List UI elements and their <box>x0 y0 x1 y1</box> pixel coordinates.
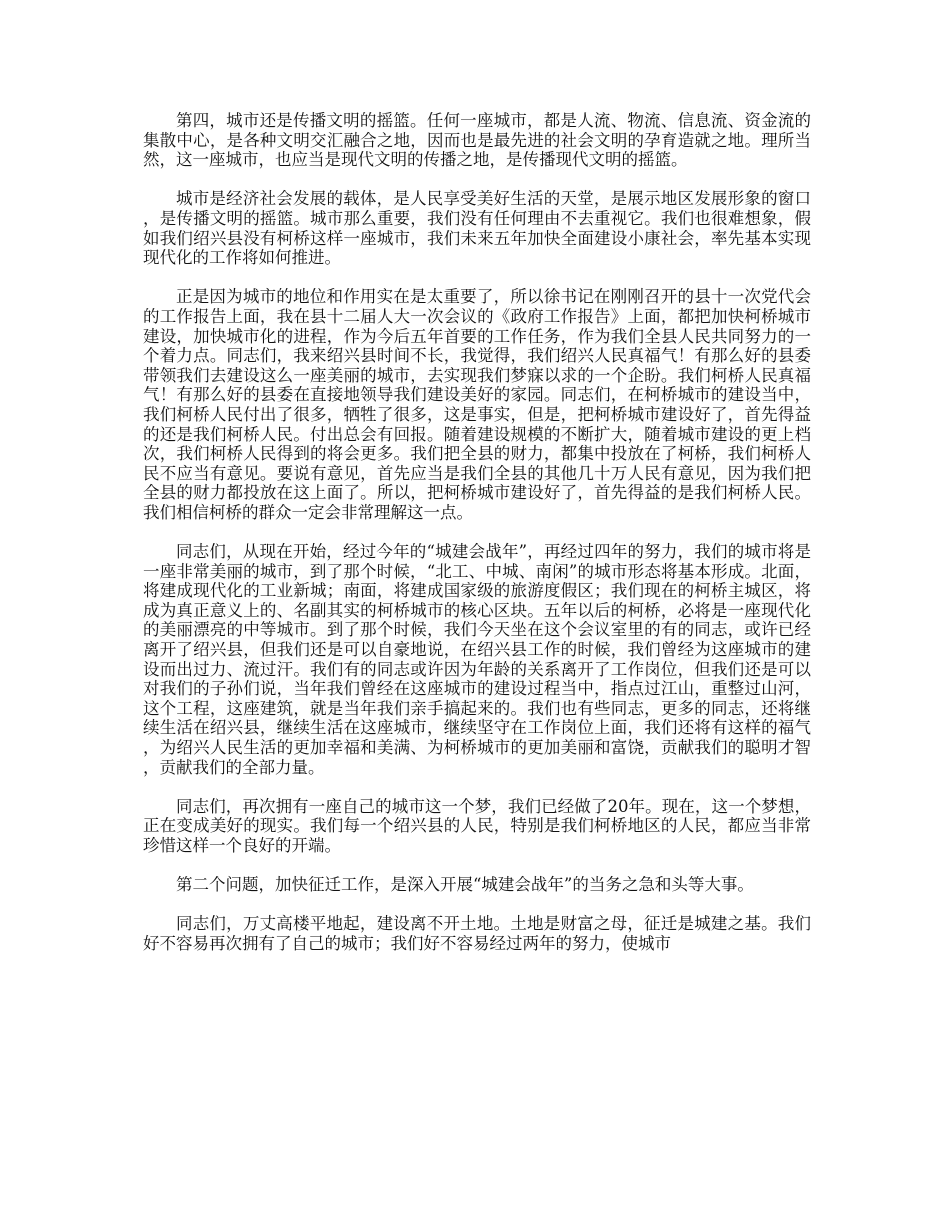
paragraph-second-issue-heading: 第二个问题，加快征迁工作，是深入开展“城建会战年”的当务之急和头等大事。 <box>176 875 754 895</box>
paragraph-twenty-year-dream: 同志们，再次拥有一座自己的城市这一个梦，我们已经做了20年。现在，这一个梦想，正在变成美好的现实。我们每一个绍兴县的人民，特别是我们柯桥地区的人民，都应当非常珍惜这样一个良好的开端。 <box>143 796 811 855</box>
paragraph-five-year-vision: 同志们，从现在开始，经过今年的“城建会战年”，再经过四年的努力，我们的城市将是一座非常美丽的城市，到了那个时候，“北工、中城、南闲”的城市形态将基本形成。北面，将建成现代化的工业新城；南面，将建成国家级的旅游度假区；我们现在的柯桥主城区，将成为真正意义上的、名副其实的柯桥城市的核心区块。五年以后的柯桥，必将是一座现代化的美丽漂亮的中等城市。到了那个时候，我们今天坐在这个会议室里的有的同志，或许已经离开了绍兴县，但我们还是可以自豪地说，在绍兴县工作的时候，我们曾经为这座城市的建设而出过力、流过汗。我们有的同志或许因为年龄的关系离开了工作岗位，但我们还是可以对我们的子孙们说，当年我们曾经在这座城市的建设过程当中，指点过江山，重整过山河，这个工程，这座建筑，就是当年我们亲手搞起来的。我们也有些同志，更多的同志，还将继续生活在绍兴县，继续生活在这座城市，继续坚守在工作岗位上面，我们还将有这样的福气，为绍兴人民生活的更加幸福和美满、为柯桥城市的更加美丽和富饶，贡献我们的聪明才智，贡献我们的全部力量。 <box>143 542 811 777</box>
paragraph-city-importance: 城市是经济社会发展的载体，是人民享受美好生活的天堂，是展示地区发展形象的窗口，是传播文明的摇篮。城市那么重要，我们没有任何理由不去重视它。我们也很难想象，假如我们绍兴县没有柯桥这样一座城市，我们未来五年加快全面建设小康社会，率先基本实现现代化的工作将如何推进。 <box>143 189 811 268</box>
paragraph-civilization-cradle: 第四，城市还是传播文明的摇篮。任何一座城市，都是人流、物流、信息流、资金流的集散中心，是各种文明交汇融合之地，因而也是最先进的社会文明的孕育造就之地。理所当然，这一座城市，也应当是现代文明的传播之地，是传播现代文明的摇篮。 <box>143 111 811 170</box>
paragraph-keqiao-construction: 正是因为城市的地位和作用实在是太重要了，所以徐书记在刚刚召开的县十一次党代会的工作报告上面，我在县十二届人大一次会议的《政府工作报告》上面，都把加快柯桥城市建设，加快城市化的进程，作为今后五年首要的工作任务，作为我们全县人民共同努力的一个着力点。同志们，我来绍兴县时间不长，我觉得，我们绍兴人民真福气！有那么好的县委带领我们去建设这么一座美丽的城市，去实现我们梦寐以求的一个企盼。我们柯桥人民真福气！有那么好的县委在直接地领导我们建设美好的家园。同志们，在柯桥城市的建设当中，我们柯桥人民付出了很多，牺牲了很多，这是事实，但是，把柯桥城市建设好了，首先得益的还是我们柯桥人民。付出总会有回报。随着建设规模的不断扩大，随着城市建设的更上档次，我们柯桥人民得到的将会更多。我们把全县的财力，都集中投放在了柯桥，我们柯桥人民不应当有意见。要说有意见，首先应当是我们全县的其他几十万人民有意见，因为我们把全县的财力都投放在这上面了。所以，把柯桥城市建设好了，首先得益的是我们柯桥人民。我们相信柯桥的群众一定会非常理解这一点。 <box>143 287 811 522</box>
document-body <box>143 111 811 973</box>
paragraph-land-acquisition: 同志们，万丈高楼平地起，建设离不开土地。土地是财富之母，征迁是城建之基。我们好不容易再次拥有了自己的城市；我们好不容易经过两年的努力，使城市 <box>143 914 811 953</box>
